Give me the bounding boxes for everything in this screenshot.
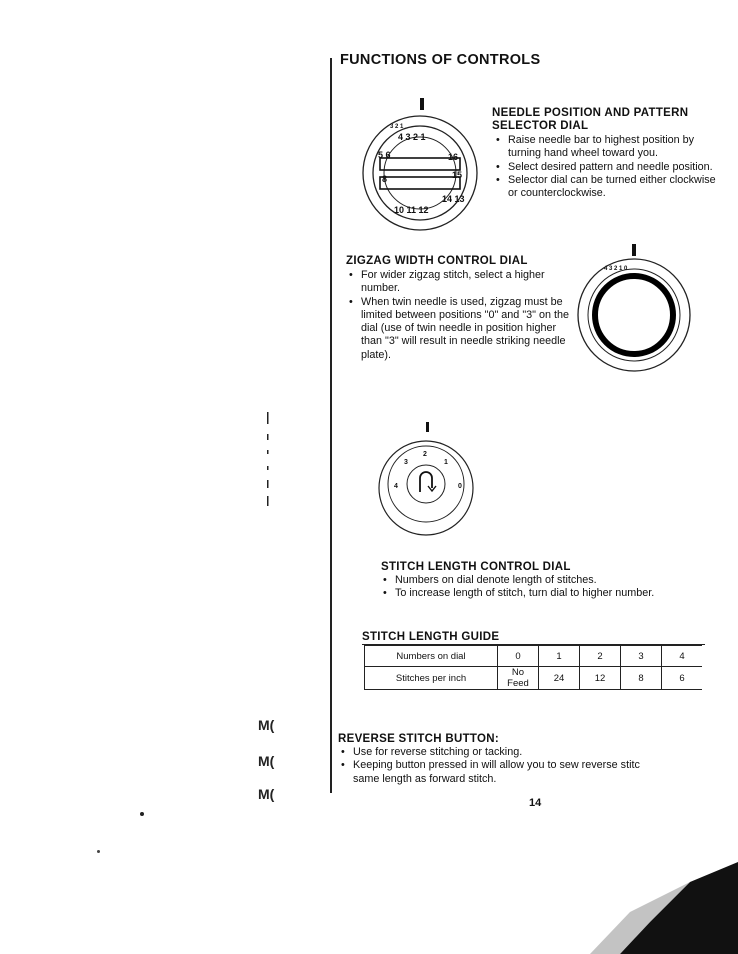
reverse-button-heading: REVERSE STITCH BUTTON:	[338, 733, 500, 745]
margin-fragment: M(	[258, 753, 275, 769]
margin-marks	[264, 408, 272, 508]
svg-text:16: 16	[448, 152, 459, 162]
svg-text:3: 3	[404, 459, 408, 466]
list-item: • Selector dial can be turned either clockwise or counterclockwise.	[494, 174, 720, 201]
table-cell: 1	[539, 646, 580, 667]
list-item: • Raise needle bar to highest position by turning hand wheel toward you.	[494, 134, 720, 161]
list-item: • Select desired pattern and needle position.	[494, 161, 720, 174]
table-cell: No Feed	[498, 667, 539, 690]
scan-speck	[97, 850, 100, 853]
table-cell: 0	[498, 646, 539, 667]
list-item: • When twin needle is used, zigzag must be limited between positions "0" and "3" on the dial (use of twin needle in position higher than "3" will result in needle striking needle plate).	[347, 296, 569, 362]
table-row	[365, 646, 703, 667]
svg-text:15: 15	[452, 170, 463, 180]
scan-speck	[140, 812, 144, 816]
table-cell: 24	[539, 667, 580, 690]
needle-dial-bullets	[494, 134, 720, 200]
zigzag-dial-bullets	[347, 269, 569, 362]
section-title: FUNCTIONS OF CONTROLS	[340, 52, 541, 68]
list-item-continuation: same length as forward stitch.	[353, 772, 497, 785]
list-item: • Numbers on dial denote length of stitches.	[381, 574, 711, 587]
table-cell: 6	[662, 667, 703, 690]
svg-text:4: 4	[394, 483, 398, 490]
needle-dial-heading	[492, 107, 688, 133]
table-row-label: Stitches per inch	[365, 667, 498, 690]
table-row	[365, 667, 703, 690]
table-row-label: Numbers on dial	[365, 646, 498, 667]
svg-text:14 13: 14 13	[442, 194, 465, 204]
table-cell: 2	[580, 646, 621, 667]
stitch-guide-heading: STITCH LENGTH GUIDE	[362, 631, 500, 643]
zigzag-dial-heading: ZIGZAG WIDTH CONTROL DIAL	[346, 255, 528, 267]
stitch-length-guide-table	[364, 645, 702, 690]
stitch-length-dial-heading: STITCH LENGTH CONTROL DIAL	[381, 561, 571, 573]
list-item	[339, 773, 729, 786]
scan-shadow-decoration	[560, 862, 738, 954]
svg-text:4 3 2 1 0: 4 3 2 1 0	[604, 266, 628, 272]
list-item: • Use for reverse stitching or tacking.	[339, 746, 729, 759]
page-number: 14	[529, 797, 542, 809]
table-cell: 8	[621, 667, 662, 690]
table-cell: 4	[662, 646, 703, 667]
svg-text:1: 1	[444, 459, 448, 466]
needle-position-dial-figure	[360, 98, 480, 233]
svg-text:3 2 1: 3 2 1	[390, 124, 404, 130]
margin-fragment: M(	[258, 786, 275, 802]
margin-fragment: M(	[258, 717, 275, 733]
svg-text:2: 2	[423, 451, 427, 458]
zigzag-width-dial-figure	[576, 242, 696, 377]
needle-dial-heading-line1: NEEDLE POSITION AND PATTERN	[492, 107, 689, 119]
list-item: • For wider zigzag stitch, select a higher number.	[347, 269, 569, 296]
stitch-length-dial-bullets	[381, 574, 711, 601]
page-divider-line	[330, 58, 332, 793]
svg-text:0: 0	[458, 483, 462, 490]
list-item: • To increase length of stitch, turn dial to higher number.	[381, 587, 711, 600]
table-cell: 12	[580, 667, 621, 690]
list-item: • Keeping button pressed in will allow you to sew reverse stitc	[339, 759, 729, 772]
svg-text:10 11 12: 10 11 12	[394, 205, 429, 215]
svg-text:8: 8	[382, 174, 388, 184]
needle-dial-heading-line2: SELECTOR DIAL	[492, 120, 589, 132]
reverse-button-bullets	[339, 746, 729, 786]
svg-text:4 3 2 1: 4 3 2 1	[398, 132, 426, 142]
stitch-length-dial-figure	[376, 420, 476, 540]
table-cell: 3	[621, 646, 662, 667]
svg-text:5 6: 5 6	[378, 150, 391, 160]
